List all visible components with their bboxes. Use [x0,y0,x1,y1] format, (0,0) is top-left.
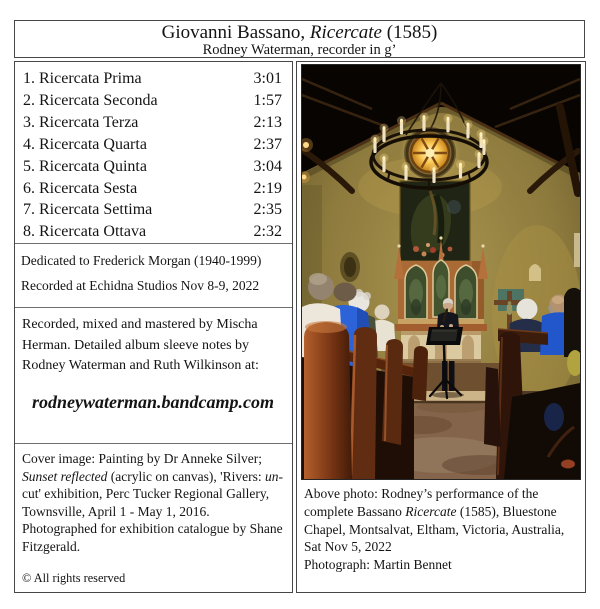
track-row [23,156,282,178]
cover-note-seg: Cover image: Painting by Dr Anneke Silver; [22,451,262,466]
copyright-notice: © All rights reserved [22,571,126,585]
track-title: 4. Ricercata Quarta [23,135,147,153]
photo-caption [297,480,585,574]
album-title-composer: Giovanni Bassano, [161,22,310,43]
cover-note-seg: -cut' exhibition, Perc Tucker Regional Gallery, Townsville, April 1 - May 1, 2016. Photographed for exhibition catalogue by Shane Fitzgerald. [22,468,283,554]
track-time: 2:32 [253,223,282,241]
caption-seg: (1585), Bluestone Chapel, Montsalvat, Eltham, Victoria, Australia, Sat Nov 5, 2022 [304,503,565,555]
track-row [23,199,282,221]
photo-credit: Photograph: Martin Bennet [304,557,452,573]
bandcamp-url: rodneywaterman.bandcamp.com [32,391,274,412]
track-title: 2. Ricercata Seconda [23,91,158,109]
track-time: 2:19 [253,179,282,197]
track-time: 2:37 [253,135,282,153]
cover-note-seg: (acrylic on canvas), 'Rivers: [107,468,265,484]
altar-painting [400,181,470,261]
credits-section [15,307,292,443]
cover-note-seg: un [264,468,279,484]
track-row [23,68,282,90]
right-column [296,61,586,593]
dedication-section [15,243,292,307]
album-header [14,20,585,58]
track-time: 3:01 [253,70,282,87]
caption-work-title: Ricercate [405,503,457,519]
album-subtitle: Rodney Waterman, recorder in g’ [202,42,397,58]
cover-image-text [22,450,284,556]
album-title-year: (1585) [381,22,438,43]
track-title: 7. Ricercata Settima [23,201,153,219]
caption-seg: Above photo: Rodney’s performance of the complete Bassano [304,486,539,519]
track-time: 3:04 [253,157,282,175]
dedication-line: Dedicated to Frederick Morgan (1940-1999) [21,253,262,268]
track-row [23,178,282,200]
album-title [15,22,584,43]
track-title: 8. Ricercata Ottava [23,223,147,241]
track-row [23,221,282,243]
track-time: 2:13 [253,113,282,131]
recording-location-line: Recorded at Echidna Studios Nov 8-9, 2022 [21,278,260,293]
track-row [23,90,282,112]
painting-title: Sunset reflected [22,468,108,484]
track-title: 3. Ricercata Terza [23,113,139,131]
credits-text: Recorded, mixed and mastered by Mischa Herman. Detailed album sleeve notes by Rodney Waterman and Ruth Wilkinson at: [22,317,259,373]
track-row [23,134,282,156]
left-column [14,61,293,593]
track-title: 5. Ricercata Quinta [23,157,147,175]
album-title-work: Ricercate [309,22,382,43]
cover-image-note [15,443,292,592]
track-list [15,62,292,243]
photo-caption-text [304,485,579,556]
track-title: 1. Ricercata Prima [23,70,142,87]
chapel-photo-illustration [302,65,580,479]
track-time: 1:57 [253,91,282,109]
track-title: 6. Ricercata Sesta [23,179,138,197]
track-row [23,112,282,134]
chapel-photo [301,64,581,480]
track-time: 2:35 [253,201,282,219]
